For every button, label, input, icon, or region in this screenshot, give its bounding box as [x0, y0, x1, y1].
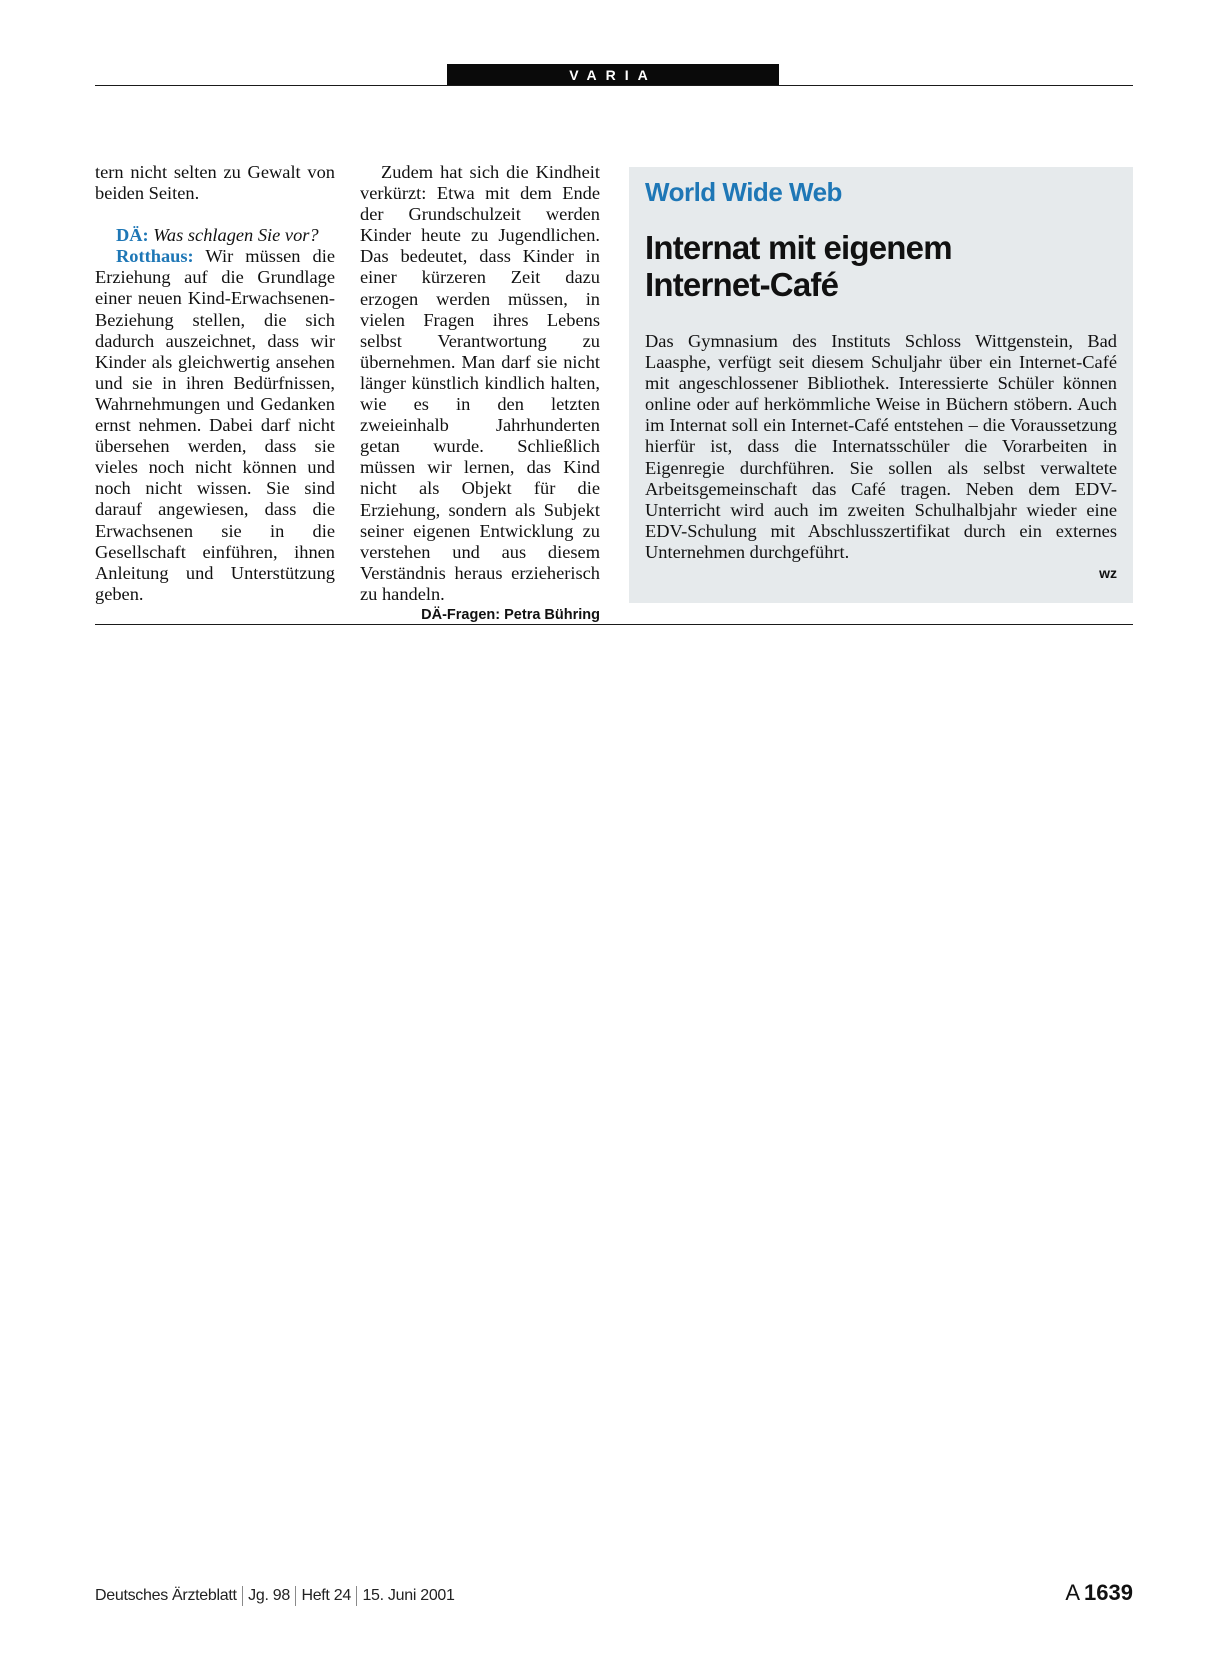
header-rule	[95, 85, 1133, 86]
issue-date: 15. Juni 2001	[362, 1587, 455, 1604]
volume: Jg. 98	[248, 1587, 290, 1604]
section-label: VARIA	[569, 67, 657, 83]
headline-line-1: Internat mit eigenem	[645, 229, 952, 266]
author-credit: DÄ-Fragen: Petra Bühring	[421, 606, 600, 623]
question-speaker: DÄ:	[116, 225, 149, 246]
footer-separator	[295, 1586, 297, 1606]
interview-answer	[95, 246, 335, 605]
page-number-value: 1639	[1084, 1580, 1133, 1605]
article-bottom-rule	[95, 624, 1133, 625]
author-signature: wz	[1099, 565, 1117, 581]
box-body-text: Das Gymnasium des Instituts Schloss Wittgenstein, Bad Laasphe, verfügt seit diesem Schuljahr über ein Internet-Café mit angeschlossener Bibliothek. Interessierte Schüler können online oder auf herkömmliche Weise in Büchern stöbern. Auch im Internat soll ein Internet-Café entstehen – die Voraussetzung hierfür ist, dass die Internatsschüler die Vorarbeiten in Eigenregie durchführen. Sie sollen als selbst verwaltete Arbeitsgemeinschaft das Café tragen. Neben dem EDV-Unterricht wird auch im zweiten Schulhalbjahr wieder eine EDV-Schulung mit Abschlusszertifikat durch ein externes Unternehmen durchgeführt.	[645, 331, 1117, 562]
news-box	[629, 167, 1133, 603]
page-number	[1065, 1580, 1133, 1606]
page-footer	[95, 1586, 455, 1606]
footer-separator	[356, 1586, 358, 1606]
answer-text: Wir müssen die Erziehung auf die Grundlage einer neuen Kind-Erwachsenen-Beziehung stellen, die sich dadurch auszeichnet, dass wir Kinder als gleichwertig ansehen und sie in ihren Bedürfnissen, Wahrnehmungen und Gedanken ernst nehmen. Dabei darf nicht übersehen werden, dass sie vieles noch nicht können und noch nicht wissen. Sie sind darauf angewiesen, dass die Erwachsenen sie in die Gesellschaft einführen, ihnen Anleitung und Unterstützung geben.	[95, 246, 335, 604]
section-header-varia	[447, 64, 779, 86]
journal-name: Deutsches Ärzteblatt	[95, 1587, 237, 1604]
box-headline	[645, 229, 1115, 303]
issue: Heft 24	[301, 1587, 351, 1604]
answer-speaker: Rotthaus:	[116, 246, 194, 267]
paragraph-text: Zudem hat sich die Kindheit verkürzt: Etwa mit dem Ende der Grundschulzeit werden Kinder heute zu Jugendlichen. Das bedeutet, dass Kinder in einer kürzeren Zeit dazu erzogen werden müssen, in vielen Fragen ihres Lebens selbst Verantwortung zu übernehmen. Man darf sie nicht länger künstlich kindlich halten, wie es in den letzten zweieinhalb Jahrhunderten getan wurde. Schließlich müssen wir lernen, das Kind nicht als Objekt für die Erziehung, sondern als Subjekt seiner eigenen Entwicklung zu verstehen und aus diesem Verständnis heraus erzieherisch zu handeln.	[360, 162, 600, 604]
paragraph: tern nicht selten zu Gewalt von beiden Seiten.	[95, 162, 335, 204]
headline-line-2: Internet-Café	[645, 266, 839, 303]
footer-separator	[242, 1586, 244, 1606]
question-text: Was schlagen Sie vor?	[153, 225, 319, 246]
box-kicker: World Wide Web	[645, 177, 842, 207]
paragraph	[360, 162, 600, 623]
page-prefix: A	[1065, 1580, 1081, 1605]
article-column-2	[360, 162, 600, 626]
interview-question	[95, 225, 335, 246]
article-column-1	[95, 162, 335, 605]
